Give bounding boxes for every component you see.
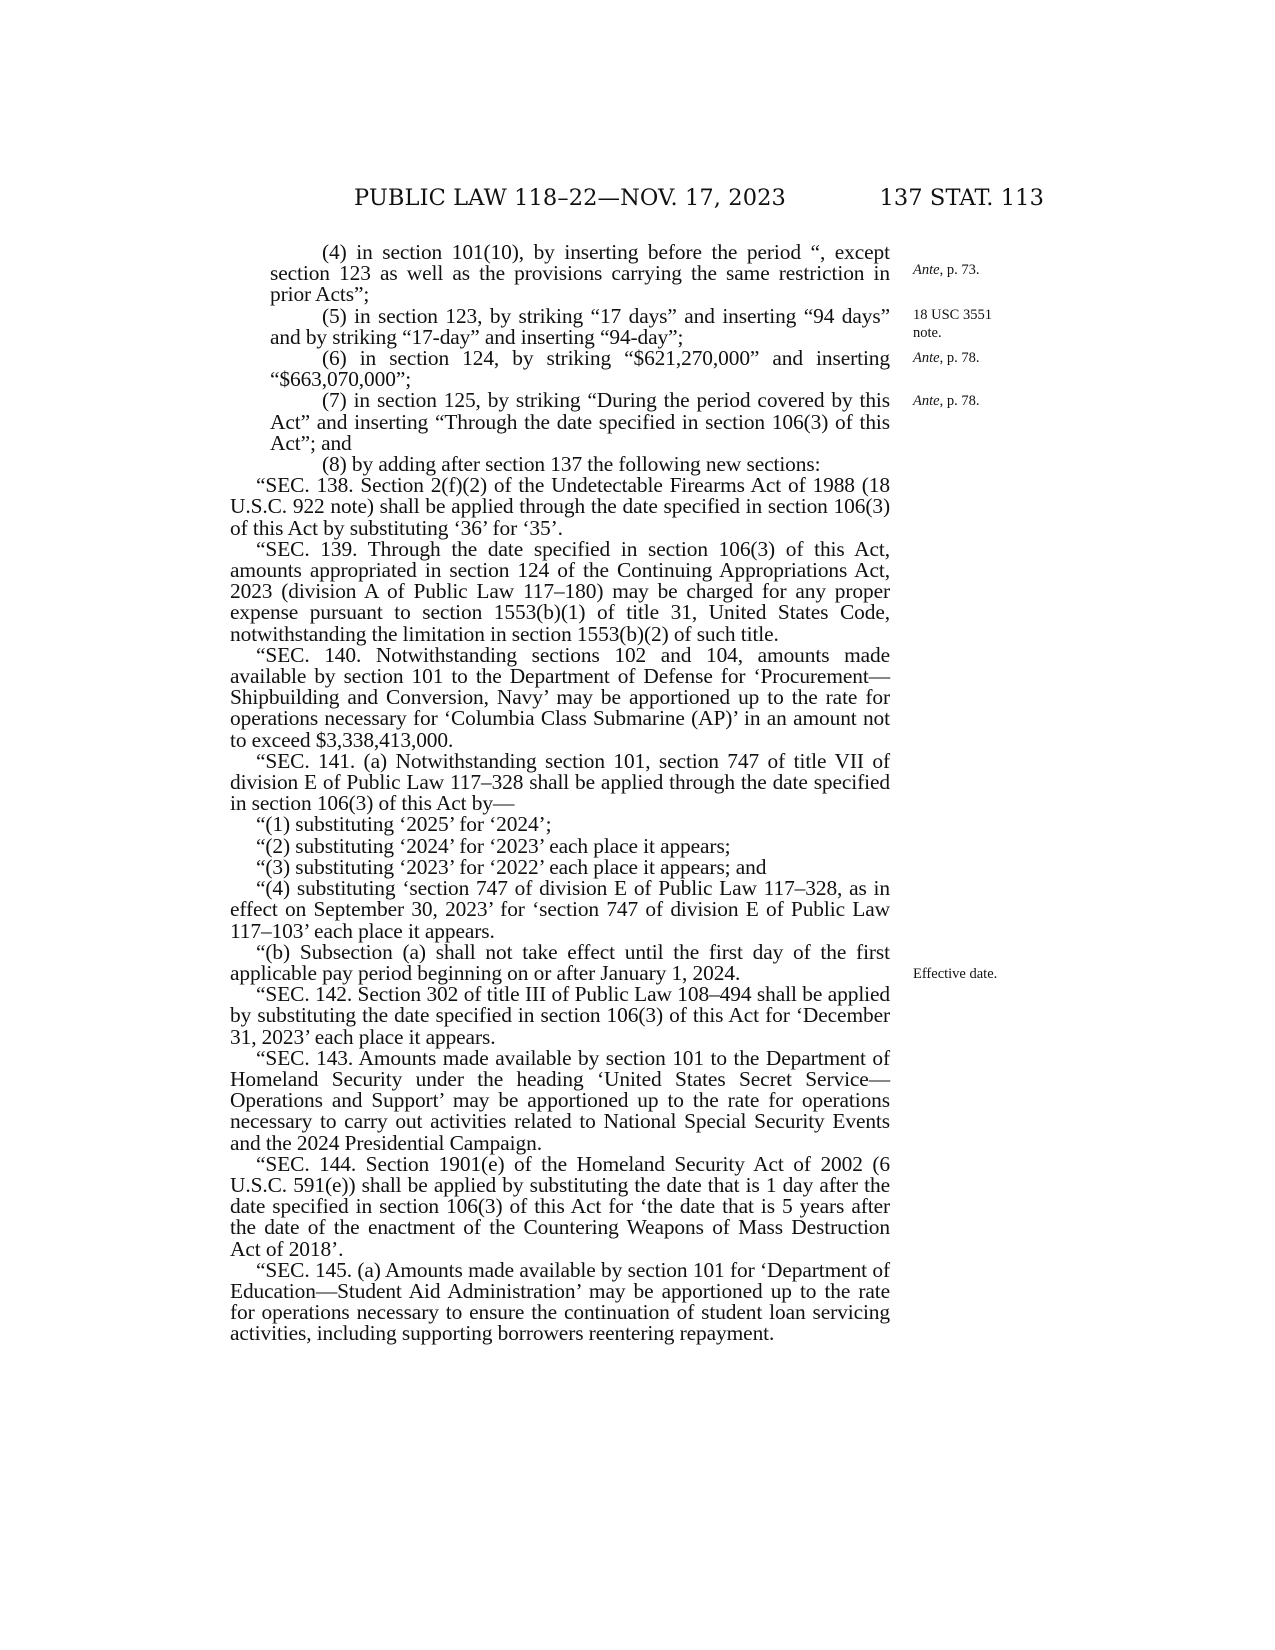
section-141-subsection-b: “(b) Subsection (a) shall not take effect until the first day of the first applicable pay period beginning on or after January 1, 2024. — [230, 939, 890, 985]
margin-note-ante-73: Ante, p. 73. — [913, 262, 980, 278]
section-141-item-3: “(3) substituting ‘2023’ for ‘2022’ each place it appears; and — [256, 854, 767, 879]
section-140: “SEC. 140. Notwithstanding sections 102 and 104, amounts made available by section 101 to the Department of Defense for ‘Procurement—Shipbuilding and Conversion, Navy’ may be apportioned up to the rate for operations necessary for ‘Columbia Class Submarine (AP)’ in an amount not to exceed $3,338,413,000. — [230, 642, 890, 752]
section-141-item-4: “(4) substituting ‘section 747 of division E of Public Law 117–328, as in effect on September 30, 2023’ for ‘section 747 of division E of Public Law 117–103’ each place it appears. — [230, 876, 890, 943]
section-145: “SEC. 145. (a) Amounts made available by section 101 for ‘Department of Education—Student Aid Administration’ may be apportioned up to the rate for operations necessary to ensure the continuation of student loan servicing activities, including supporting borrowers reentering repayment. — [230, 1257, 890, 1346]
section-141-item-1: “(1) substituting ‘2025’ for ‘2024’; — [256, 812, 552, 837]
paragraph-5: (5) in section 123, by striking “17 days” and inserting “94 days” and by striking “17-day” and inserting “94-day”; — [270, 303, 890, 349]
section-141: “SEC. 141. (a) Notwithstanding section 101, section 747 of title VII of division E of Public Law 117–328 shall be applied through the date specified in section 106(3) of this Act by— — [230, 748, 890, 816]
section-138: “SEC. 138. Section 2(f)(2) of the Undetectable Firearms Act of 1988 (18 U.S.C. 922 note) shall be applied through the date specified in section 106(3) of this Act by substituting ‘36’ for ‘35’. — [230, 473, 890, 540]
section-143: “SEC. 143. Amounts made available by section 101 to the Department of Homeland Security under the heading ‘United States Secret Service—Operations and Support’ may be apportioned up to the rate for operations necessary to carry out activities related to National Special Security Events and the 2024 Presidential Campaign. — [230, 1045, 890, 1155]
paragraph-4: (4) in section 101(10), by inserting before the period “, except section 123 as well as the provisions carrying the same restriction in prior Acts”; — [270, 240, 890, 307]
section-142: “SEC. 142. Section 302 of title III of Public Law 108–494 shall be applied by substituting the date specified in section 106(3) of this Act for ‘December 31, 2023’ each place it appears. — [230, 982, 890, 1049]
margin-note-usc: 18 USC 3551 note. — [913, 307, 992, 341]
paragraph-8: (8) by adding after section 137 the following new sections: — [322, 452, 821, 477]
page-title: PUBLIC LAW 118–22—NOV. 17, 2023 — [354, 185, 786, 211]
page-header — [234, 178, 1044, 218]
margin-note-ante-78-a: Ante, p. 78. — [913, 350, 980, 366]
margin-note-effective-date: Effective date. — [913, 966, 998, 982]
paragraph-7: (7) in section 125, by striking “During the period covered by this Act” and inserting “Through the date specified in section 106(3) of this Act”; and — [270, 388, 890, 455]
section-141-item-2: “(2) substituting ‘2024’ for ‘2023’ each place it appears; — [256, 833, 731, 858]
paragraph-6: (6) in section 124, by striking “$621,270,000” and inserting “$663,070,000”; — [270, 346, 890, 392]
stat-page-number: 137 STAT. 113 — [879, 185, 1044, 211]
section-139: “SEC. 139. Through the date specified in section 106(3) of this Act, amounts appropriated in section 124 of the Continuing Appropriations Act, 2023 (division A of Public Law 117–180) may be charged for any proper expense pursuant to section 1553(b)(1) of title 31, United States Code, notwithstanding the limitation in section 1553(b)(2) of such title. — [230, 536, 890, 646]
margin-note-ante-78-b: Ante, p. 78. — [913, 393, 980, 409]
section-144: “SEC. 144. Section 1901(e) of the Homeland Security Act of 2002 (6 U.S.C. 591(e)) shall be applied by substituting the date that is 1 day after the date specified in section 106(3) of this Act for ‘the date that is 5 years after the date of the enactment of the Countering Weapons of Mass Destruction Act of 2018’. — [230, 1151, 890, 1261]
law-text — [230, 242, 890, 1345]
